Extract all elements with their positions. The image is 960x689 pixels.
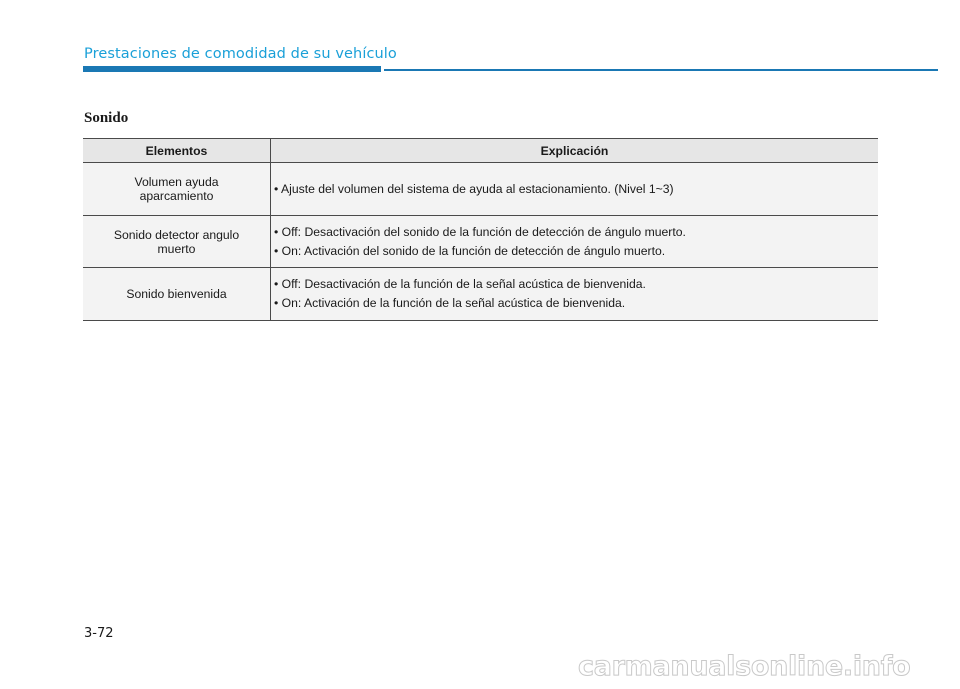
- table-header-row: [83, 139, 878, 163]
- settings-table: [83, 138, 878, 321]
- explanation-line: • On: Activación de la función de la señal acústica de bienvenida.: [274, 296, 626, 310]
- explanation-line: • On: Activación del sonido de la función de detección de ángulo muerto.: [274, 243, 666, 258]
- table-row: [83, 268, 878, 321]
- section-title: Prestaciones de comodidad de su vehículo: [84, 46, 397, 62]
- table-row: [83, 163, 878, 216]
- explanation-cell: [271, 216, 879, 268]
- column-header-elements: Elementos: [83, 139, 271, 163]
- watermark-text: carmanualsonline.info: [578, 651, 911, 682]
- column-header-explanation: Explicación: [271, 139, 879, 163]
- page-heading: Sonido: [84, 110, 129, 126]
- explanation-cell: [271, 268, 879, 321]
- element-cell: Sonido detector angulo muerto: [83, 216, 271, 268]
- header-accent-bar: [83, 66, 381, 72]
- explanation-cell: [271, 163, 879, 216]
- element-cell: Volumen ayuda aparcamiento: [83, 163, 271, 216]
- explanation-line: • Off: Desactivación del sonido de la función de detección de ángulo muerto.: [274, 224, 686, 239]
- explanation-line: • Ajuste del volumen del sistema de ayuda al estacionamiento. (Nivel 1~3): [274, 181, 674, 196]
- page-number: 3-72: [84, 626, 114, 641]
- explanation-line: • Off: Desactivación de la función de la señal acústica de bienvenida.: [274, 277, 646, 291]
- header-rule-line: [384, 69, 938, 71]
- table-row: [83, 216, 878, 268]
- element-cell: Sonido bienvenida: [83, 268, 271, 321]
